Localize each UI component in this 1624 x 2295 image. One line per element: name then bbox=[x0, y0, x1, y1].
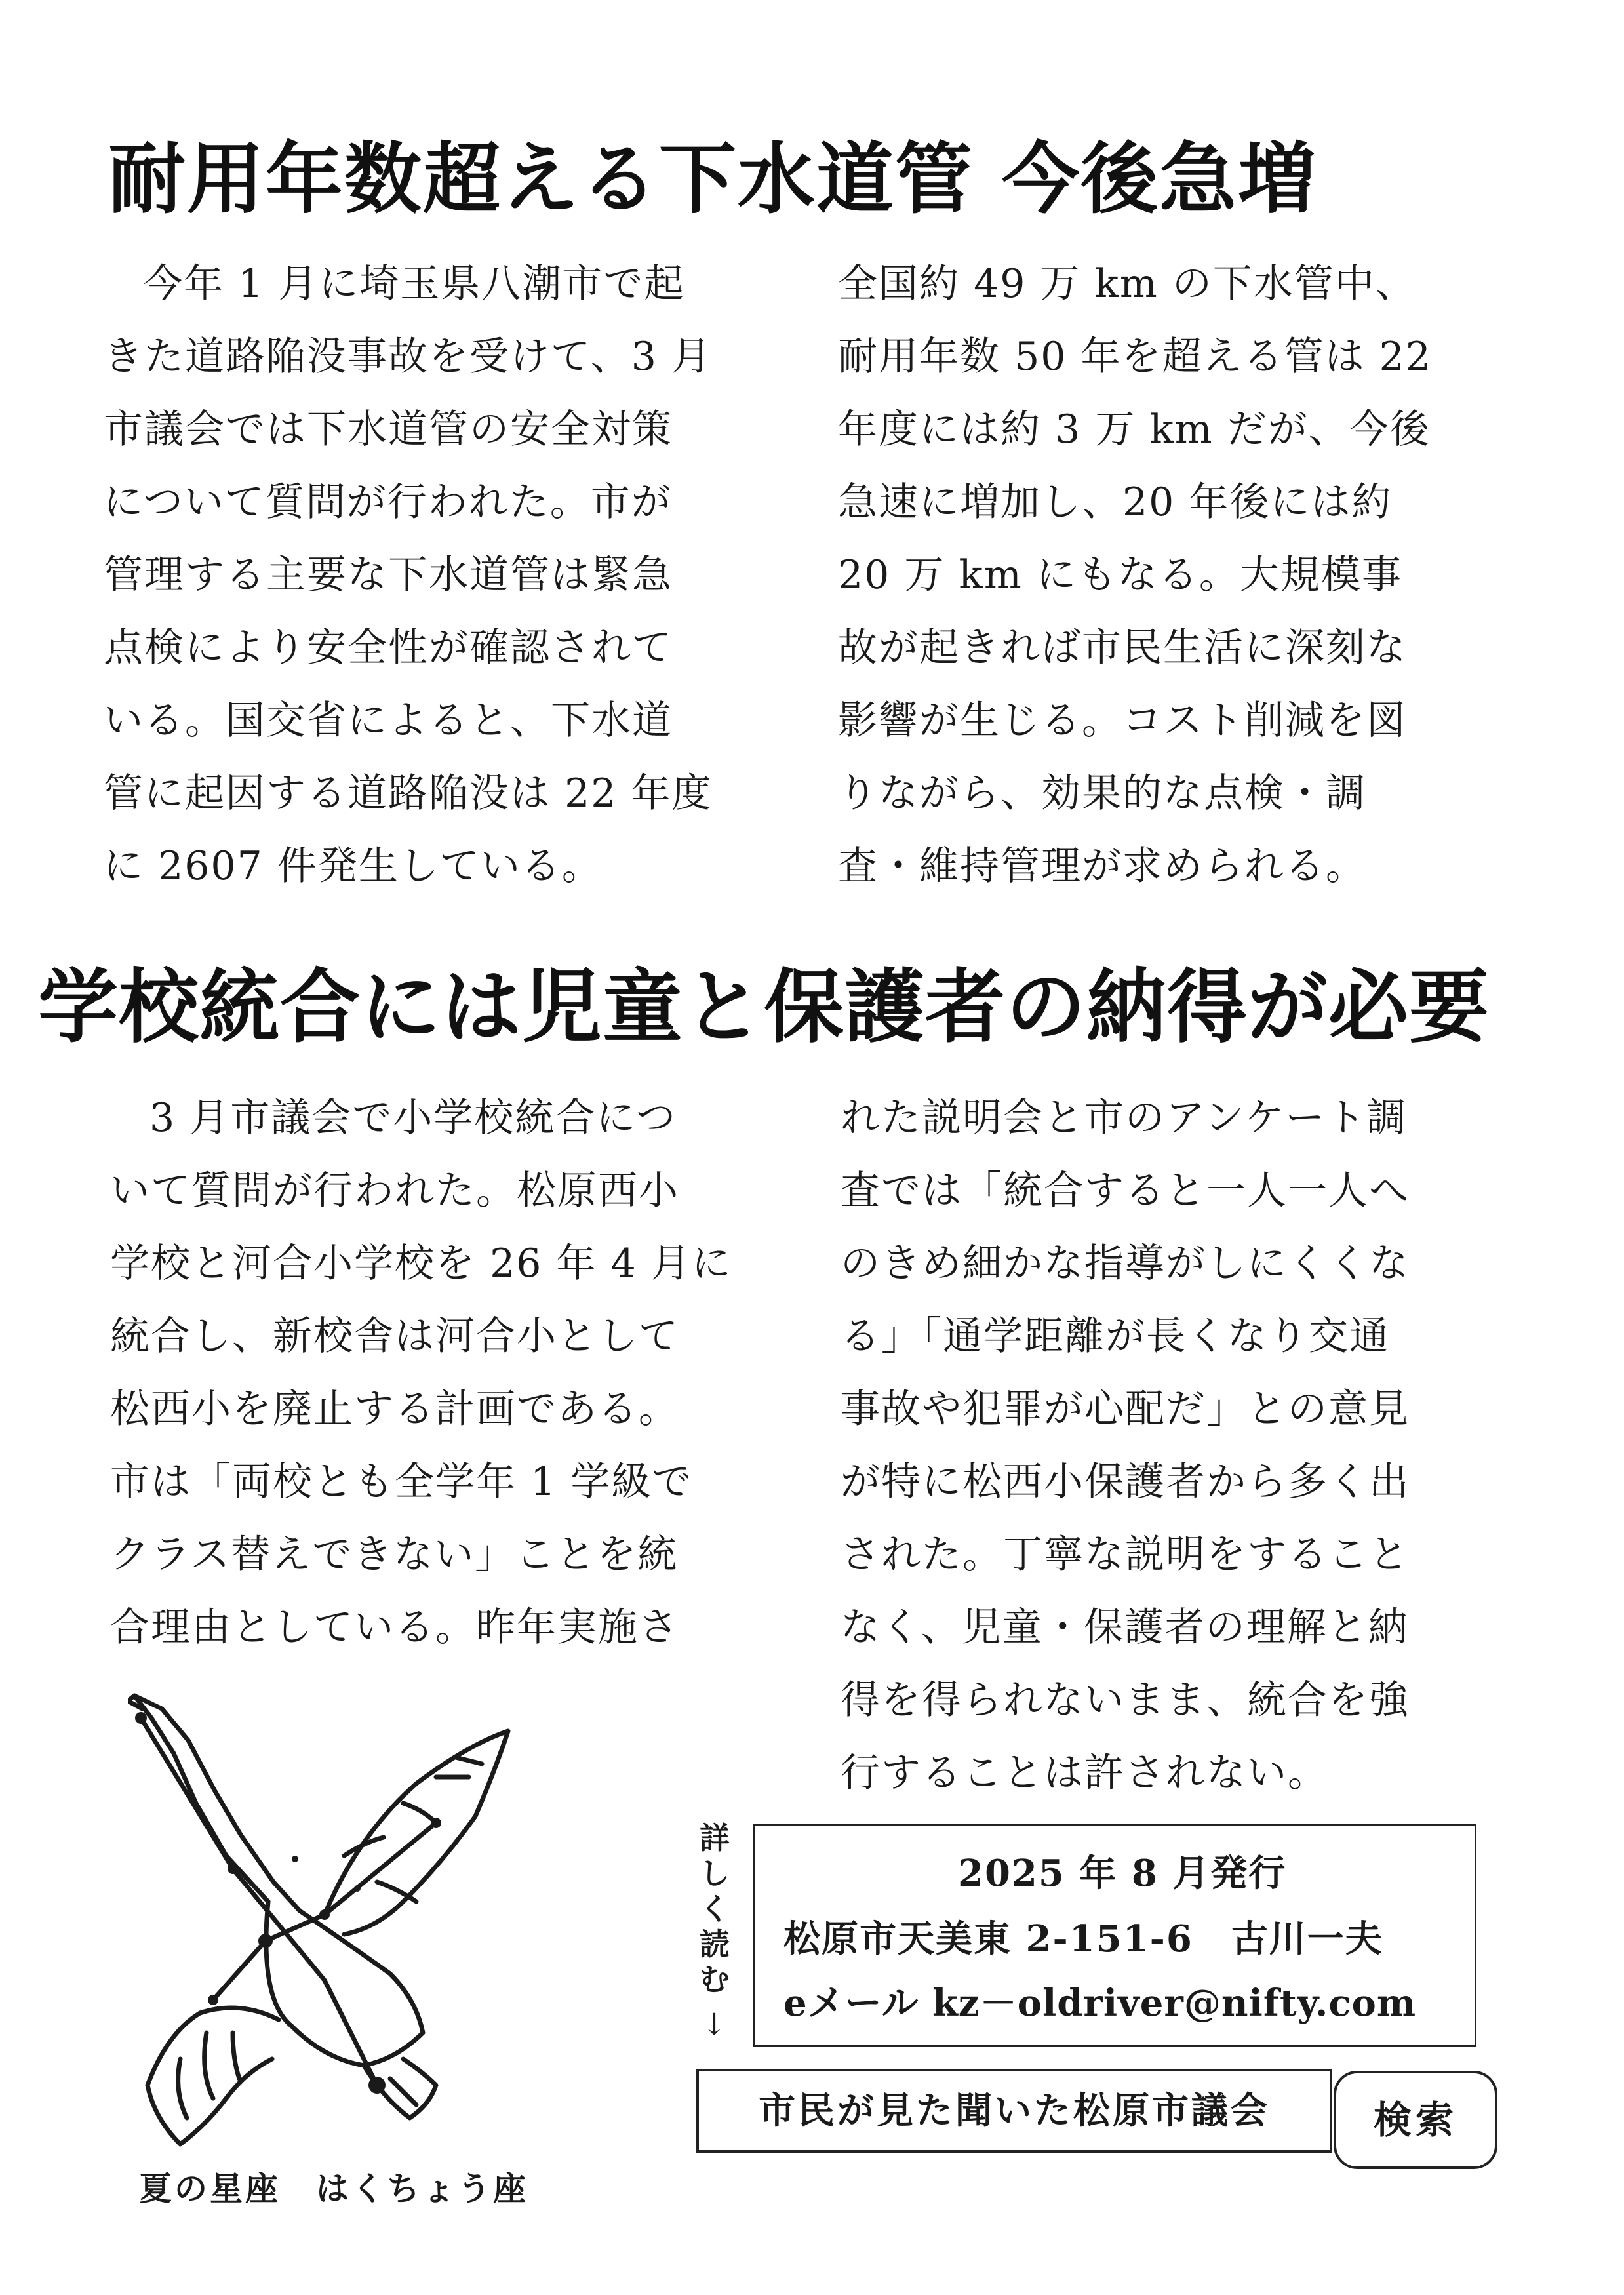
text-line: クラス替えできない」ことを統 bbox=[110, 1532, 679, 1578]
text-line: 市は「両校とも全学年 1 学級で bbox=[110, 1459, 693, 1505]
search-query-box: 市民が見た聞いた松原市議会 bbox=[696, 2069, 1332, 2153]
text-line: 市議会では下水道管の安全対策 bbox=[104, 407, 673, 452]
text-line: 合理由としている。昨年実施さ bbox=[110, 1605, 679, 1650]
publication-info-box bbox=[753, 1824, 1476, 2047]
text-line: 全国約 49 万 km の下水管中、 bbox=[838, 261, 1416, 307]
text-line: れた説明会と市のアンケート調 bbox=[841, 1095, 1408, 1141]
search-button: 検索 bbox=[1334, 2071, 1497, 2169]
text-line: 松西小を廃止する計画である。 bbox=[110, 1386, 679, 1432]
text-line: 査・維持管理が求められる。 bbox=[838, 843, 1366, 889]
text-line: る」「通学距離が長くなり交通 bbox=[841, 1313, 1390, 1359]
text-line: に 2607 件発生している。 bbox=[104, 843, 603, 889]
text-line: 急速に増加し、20 年後には約 bbox=[838, 479, 1393, 525]
text-line: 事故や犯罪が心配だ」との意見 bbox=[841, 1386, 1410, 1432]
text-line: いて質問が行われた。松原西小 bbox=[110, 1168, 679, 1214]
text-line: のきめ細かな指導がしにくくな bbox=[841, 1241, 1410, 1287]
text-line: 故が起きれば市民生活に深刻な bbox=[838, 625, 1407, 671]
publication-date: 2025 年 8 月発行 bbox=[958, 1852, 1287, 1895]
text-line: 3 月市議会で小学校統合につ bbox=[149, 1095, 677, 1141]
text-line: 20 万 km にもなる。大規模事 bbox=[838, 552, 1402, 598]
publisher-address: 松原市天美東 2-151-6 古川一夫 bbox=[783, 1917, 1383, 1961]
article1-left-column bbox=[104, 248, 759, 903]
article2-right-column bbox=[841, 1082, 1470, 1810]
text-line: された。丁寧な説明をすること bbox=[841, 1532, 1410, 1578]
text-line: 得を得られないまま、統合を強 bbox=[841, 1677, 1410, 1723]
publisher-email: eメール kz－oldriver@nifty.com bbox=[783, 1982, 1417, 2025]
text-line: いる。国交省によると、下水道 bbox=[104, 698, 673, 744]
article2-headline: 学校統合には児童と保護者の納得が必要 bbox=[38, 961, 1490, 1054]
arrow-down-icon: ↓ bbox=[702, 2006, 727, 2042]
text-line: 査では「統合すると一人一人へ bbox=[841, 1168, 1410, 1214]
text-line: 今年 1 月に埼玉県八潮市で起 bbox=[143, 261, 685, 307]
text-line: なく、児童・保護者の理解と納 bbox=[841, 1605, 1409, 1650]
text-line: 学校と河合小学校を 26 年 4 月に bbox=[110, 1241, 732, 1287]
text-line: が特に松西小保護者から多く出 bbox=[841, 1459, 1410, 1505]
text-line: 管に起因する道路陥没は 22 年度 bbox=[104, 770, 713, 816]
text-line: 点検により安全性が確認されて bbox=[104, 625, 673, 671]
text-line: りながら、効果的な点検・調 bbox=[838, 770, 1366, 816]
text-line: 管理する主要な下水道管は緊急 bbox=[104, 552, 673, 598]
read-more-label: 詳 し く 読 む bbox=[700, 1820, 730, 1997]
text-line: について質問が行われた。市が bbox=[104, 479, 672, 525]
text-line: 統合し、新校舎は河合小として bbox=[110, 1313, 679, 1359]
article1-headline: 耐用年数超える下水道管 今後急増 bbox=[108, 134, 1317, 224]
text-line: 耐用年数 50 年を超える管は 22 bbox=[838, 334, 1432, 380]
article2-left-column bbox=[110, 1082, 766, 1664]
text-line: 影響が生じる。コスト削減を図 bbox=[838, 698, 1407, 744]
text-line: きた道路陥没事故を受けて、3 月 bbox=[104, 334, 713, 380]
text-line: 行することは許されない。 bbox=[841, 1750, 1328, 1796]
swan-constellation-illustration bbox=[128, 1692, 528, 2151]
illustration-caption: 夏の星座 はくちょう座 bbox=[139, 2169, 528, 2208]
article1-right-column bbox=[838, 248, 1467, 903]
text-line: 年度には約 3 万 km だが、今後 bbox=[838, 407, 1431, 452]
